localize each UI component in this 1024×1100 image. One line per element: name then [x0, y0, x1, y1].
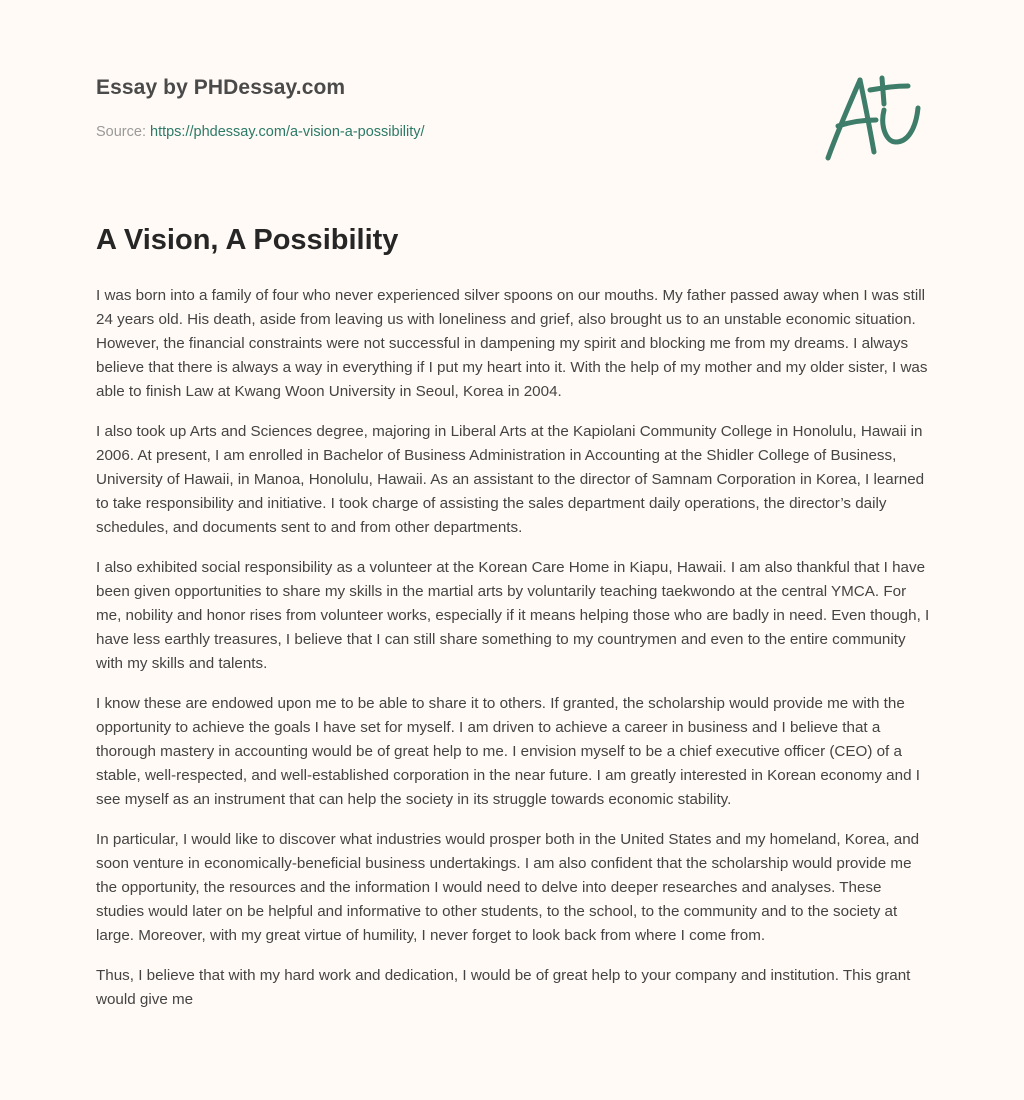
- site-brand: Essay by PHDessay.com: [96, 76, 346, 99]
- essay-paragraph: In particular, I would like to discover what industries would prosper both in the United States and my homeland, Korea, and soon venture in economically-beneficial business undertakings. I am also confident that the scholarship would provide me the opportunity, the resources and the information I would need to delve into deeper researches and analyses. These studies would later on be helpful and informative to other students, to the school, to the community and to the society at large. Moreover, with my great virtue of humility, I never forget to look back from where I come from.: [96, 831, 920, 944]
- essay-body: [96, 284, 932, 1028]
- source-label: Source:: [96, 124, 150, 140]
- source-line: [96, 124, 425, 140]
- source-link[interactable]: https://phdessay.com/a-vision-a-possibility/: [150, 124, 425, 140]
- a-plus-grade-logo-icon: [824, 68, 928, 164]
- essay-title: A Vision, A Possibility: [96, 224, 399, 256]
- essay-paragraph: I know these are endowed upon me to be able to share it to others. If granted, the scholarship would provide me with the opportunity to achieve the goals I have set for myself. I am driven to achieve a career in business and I believe that a thorough mastery in accounting would be of great help to me. I envision myself to be a chief executive officer (CEO) of a stable, well-respected, and well-established corporation in the near future. I am greatly interested in Korean economy and I see myself as an instrument that can help the society in its struggle towards economic stability.: [96, 695, 920, 808]
- essay-paragraph: Thus, I believe that with my hard work and dedication, I would be of great help to your company and institution. This grant would give me: [96, 967, 911, 1008]
- essay-paragraph: I was born into a family of four who never experienced silver spoons on our mouths. My father passed away when I was still 24 years old. His death, aside from leaving us with loneliness and grief, also brought us to an unstable economic situation. However, the financial constraints were not successful in dampening my spirit and blocking me from my dreams. I always believe that there is always a way in everything if I put my heart into it. With the help of my mother and my older sister, I was able to finish Law at Kwang Woon University in Seoul, Korea in 2004.: [96, 287, 928, 400]
- essay-paragraph: I also exhibited social responsibility as a volunteer at the Korean Care Home in Kiapu, Hawaii. I am also thankful that I have been given opportunities to share my skills in the martial arts by voluntarily teaching taekwondo at the central YMCA. For me, nobility and honor rises from volunteer works, especially if it means helping those who are badly in need. Even though, I have less earthly treasures, I believe that I can still share something to my countrymen and even to the entire community with my skills and talents.: [96, 559, 930, 672]
- essay-paragraph: I also took up Arts and Sciences degree, majoring in Liberal Arts at the Kapiolani Community College in Honolulu, Hawaii in 2006. At present, I am enrolled in Bachelor of Business Administration in Accounting at the Shidler College of Business, University of Hawaii, in Manoa, Honolulu, Hawaii. As an assistant to the director of Samnam Corporation in Korea, I learned to take responsibility and initiative. I took charge of assisting the sales department daily operations, the director’s daily schedules, and documents sent to and from other departments.: [96, 423, 925, 536]
